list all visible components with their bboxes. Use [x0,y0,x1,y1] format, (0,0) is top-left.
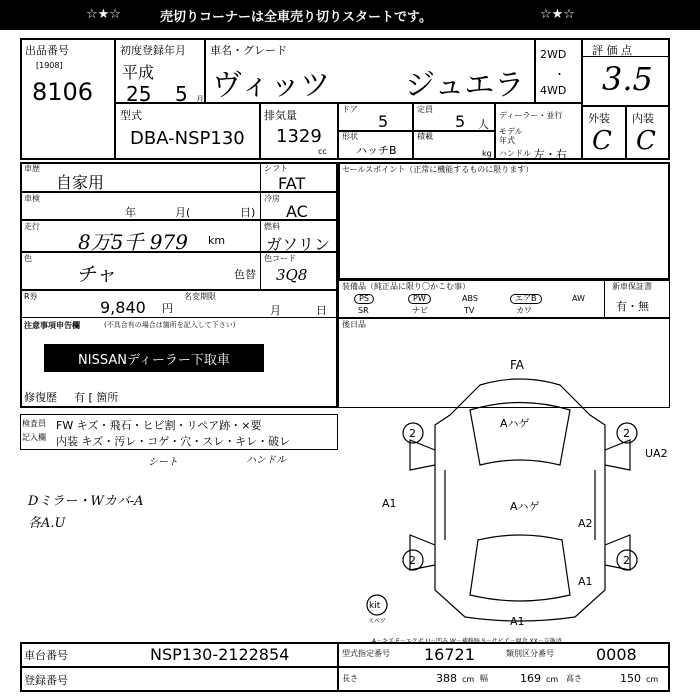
header-bar [0,0,700,30]
tire-fr-label: 2 [623,427,630,440]
cat-value: 0008 [596,645,637,664]
load-label: 積載 [417,132,433,141]
type-no-value: 16721 [424,645,475,664]
equip-leather: カワ [516,306,532,315]
displacement-label: 排気量 [264,109,297,122]
chassis-value: NSP130-2122854 [150,645,290,664]
lot-label: 出品番号 [25,44,69,57]
usage-value: 自家用 [56,173,105,192]
equip-abs: ABS [462,294,478,303]
header-title: 売切りコーナーは全車売り切りスタートです。 [160,10,432,25]
name-change-day: 日 [316,304,327,317]
equip-aw: AW [572,294,585,303]
tire-rr-label: 2 [623,554,630,567]
inspection-label: 車検 [24,194,40,203]
regno-label: 登録番号 [24,674,68,687]
damage-legend: A－キズ E－エクボ U－凹み W－補修跡 S－サビ C－腐食 XX－交換済 [372,638,562,645]
width-value: 169 [520,672,541,685]
height-unit: cm [646,675,659,684]
int-score: C [636,126,656,156]
color-value: チャ [76,262,116,286]
insp-day: 日) [240,206,256,219]
usage-label: 車歴 [24,164,40,173]
insp-year: 年 [125,206,136,219]
recycle-row [20,290,338,318]
label-a1-bottom: A1 [510,615,525,628]
reg-month-unit: 月 [196,95,204,104]
ext-label: 外装 [588,112,610,125]
car-name: ヴィッツ [212,68,331,103]
car-label: 車名・グレード [210,44,287,57]
ac-label: 冷房 [264,194,280,203]
equipment-label: 装備品（純正品に限り〇かこむ事） [342,282,470,291]
height-value: 150 [620,672,641,685]
lot-number: 8106 [32,78,94,106]
insp-month: 月( [175,206,191,219]
int-label: 内装 [632,112,654,125]
warranty-value: 有・無 [616,300,649,313]
header-stars-left: ☆★☆ [86,7,121,22]
rear-window [470,535,570,601]
inspector-label1: 検査員 [22,419,46,428]
hand-note-2: 各A.U [28,516,66,531]
inspector-label2: 記入欄 [22,433,46,442]
modelyear-label2: 年式 [499,136,515,145]
label-fa: FA [510,358,525,372]
reg-era: 平成 [122,63,155,82]
shift-value: FAT [278,174,306,193]
colorcode-value: 3Q8 [276,266,308,284]
type-no-label: 型式指定番号 [342,649,390,658]
reg-month: 5 [175,82,188,106]
recycle-label: R券 [24,292,38,301]
inspector-row1: FW キズ・飛石・ヒビ割・リペア跡・×要 [56,419,262,432]
label-a1-rear: A1 [578,575,593,588]
model-value: DBA-NSP130 [130,128,245,149]
equip-pw: PW [408,294,431,304]
mileage-value: 8万5千 979 [78,230,188,254]
displacement-value: 1329 [276,126,322,147]
fuel-label: 燃料 [264,222,280,231]
inspector-row2: 内装 キズ・汚レ・コゲ・穴・スレ・キレ・破レ [56,435,291,448]
selling-points [338,162,670,280]
equip-airbag: エアB [510,294,542,304]
damage-diagram [350,355,690,635]
modelyear-label: モデル [499,127,523,136]
score-label: 評 価 点 [592,44,632,57]
label-ua2: UA2 [645,447,668,460]
car-grade: ジュエラ [405,68,525,103]
tire-rl-label: 2 [409,554,416,567]
displacement-unit: cc [318,147,327,156]
width-label: 幅 [480,674,488,683]
chassis-label: 車台番号 [24,649,68,662]
notes-sub: (不具合有の場合は箇所を記入して下さい) [104,321,236,329]
fuel-value: ガソリン [266,235,331,254]
mileage-unit: km [208,234,226,247]
doors-value: 5 [378,112,389,131]
length-unit: cm [462,675,475,684]
label-a2: A2 [578,517,593,530]
model-label: 型式 [120,109,142,122]
repair-label: 修復歴 [24,391,57,404]
length-value: 388 [436,672,457,685]
color-label: 色 [24,254,32,263]
load-unit: kg [482,149,492,158]
label-spare: スペア [368,618,387,625]
header-stars-right: ☆★☆ [540,7,575,22]
note-handle: ハンドル [246,455,286,466]
shift-label: シフト [264,164,288,173]
label-a1-left: A1 [382,497,397,510]
color-change-label: 色替 [234,268,256,281]
capacity-value: 5 [455,112,466,131]
selling-label: セールスポイント（正常に機能するものに限ります） [342,165,534,174]
label-ahage-1: Aハゲ [500,417,530,430]
recycle-value: 9,840 [100,298,146,317]
dealer-label: ディーラー・並行 [499,111,563,120]
capacity-unit: 人 [478,118,489,131]
handle-value: 左・右 [534,148,567,161]
ac-value: AC [286,202,308,221]
ext-score: C [592,126,612,156]
handle-label: ハンドル [499,149,531,158]
width-unit: cm [546,675,559,684]
doors-label: ドア [342,105,358,114]
label-ahage-2: Aハゲ [510,500,540,513]
colorcode-label: 色コード [264,254,296,263]
repair-value: 有 [ 箇所 [74,391,119,404]
equip-sr: SR [358,306,369,315]
mileage-label: 走行 [24,222,40,231]
front-right-fender [605,440,630,470]
equip-ps: PS [354,294,374,304]
score-value: 3.5 [602,60,653,98]
reg-label: 初度登録年月 [120,44,186,57]
tire-fl-label: 2 [409,427,416,440]
reg-year: 25 [126,82,152,106]
lot-sub: [1908] [36,61,63,70]
windshield [470,403,570,466]
notes-label: 注意事項申告欄 [24,321,80,330]
front-left-fender [410,440,435,470]
shape-value: ハッチB [356,144,397,157]
shape-label: 形状 [342,132,358,141]
warranty-label: 新車保証書 [612,282,652,291]
equip-navi: ナビ [412,306,428,315]
cat-label: 類別区分番号 [506,649,554,658]
post-label: 後日品 [342,320,366,329]
drive-dot: ・ [554,68,565,81]
length-label: 長さ [342,674,358,683]
drive-2wd: 2WD [540,48,567,61]
name-change-month: 月 [270,304,281,317]
height-label: 高さ [566,674,582,683]
dealer-badge: NISSANディーラー下取車 [44,344,264,372]
hand-note-1: Dミラー・Wカバ-A [28,494,144,509]
drive-4wd: 4WD [540,84,567,97]
label-kit: kit [369,601,381,611]
equip-tv: TV [464,306,475,315]
name-change-label: 名変期限 [184,292,216,301]
note-seat: シート [148,457,178,468]
capacity-label: 定員 [417,105,433,114]
recycle-unit: 円 [162,302,173,315]
